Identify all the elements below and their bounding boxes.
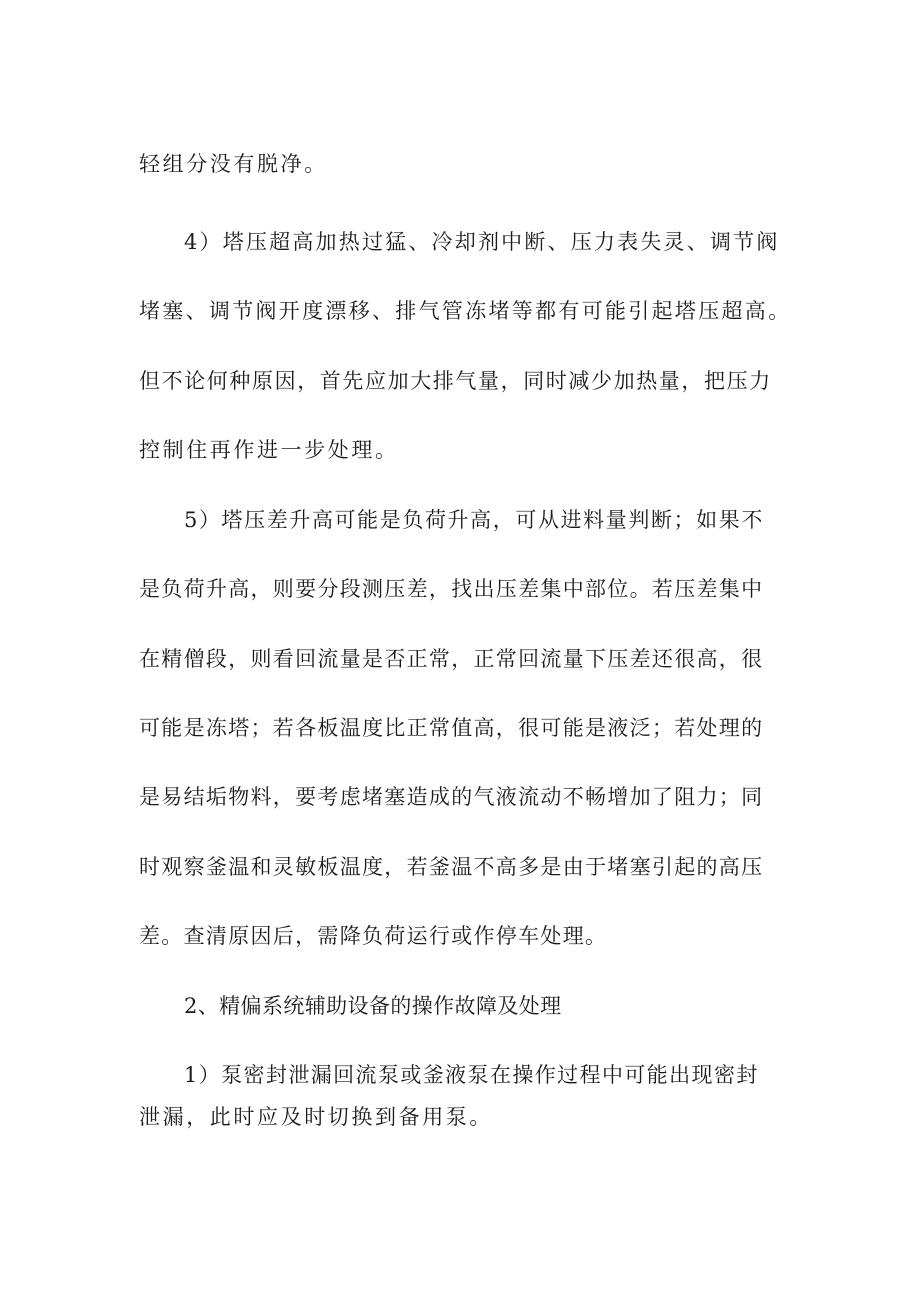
- paragraph-4-line-3: 但不论何种原因，首先应加大排气量，同时减少加热量，把压力: [139, 369, 772, 393]
- paragraph-5-line-6: 时观察釜温和灵敏板温度，若釜温不高多是由于堵塞引起的高压: [139, 855, 764, 879]
- section-heading: 2、精偏系统辅助设备的操作故障及处理: [184, 994, 562, 1018]
- text-line-1: 轻组分没有脱净。: [139, 152, 328, 176]
- paragraph-5-line-5: 是易结垢物料，要考虑堵塞造成的气液流动不畅增加了阻力；同: [139, 785, 764, 809]
- paragraph-1-line-2: 泄漏，此时应及时切换到备用泵。: [139, 1105, 493, 1129]
- paragraph-1-line-1: 1）泵密封泄漏回流泵或釜液泵在操作过程中可能出现密封: [184, 1063, 759, 1087]
- paragraph-5-line-1: 5）塔压差升高可能是负荷升高，可从进料量判断；如果不: [184, 508, 764, 532]
- paragraph-4-line-4: 控制住再作进一步处理。: [139, 438, 399, 462]
- paragraph-5-line-3: 在精僧段，则看回流量是否正常，正常回流量下压差还很高，很: [139, 647, 764, 671]
- paragraph-5-line-2: 是负荷升高，则要分段测压差，找出压差集中部位。若压差集中: [139, 577, 764, 601]
- paragraph-5-line-7: 差。查清原因后，需降负荷运行或作停车处理。: [139, 924, 608, 948]
- paragraph-4-line-2: 堵塞、调节阀开度漂移、排气管冻堵等都有可能引起塔压超高。: [139, 299, 792, 323]
- paragraph-5-line-4: 可能是冻塔；若各板温度比正常值高，很可能是液泛；若处理的: [139, 716, 764, 740]
- paragraph-4-line-1: 4）塔压超高加热过猛、冷却剂中断、压力表失灵、调节阀: [184, 230, 780, 254]
